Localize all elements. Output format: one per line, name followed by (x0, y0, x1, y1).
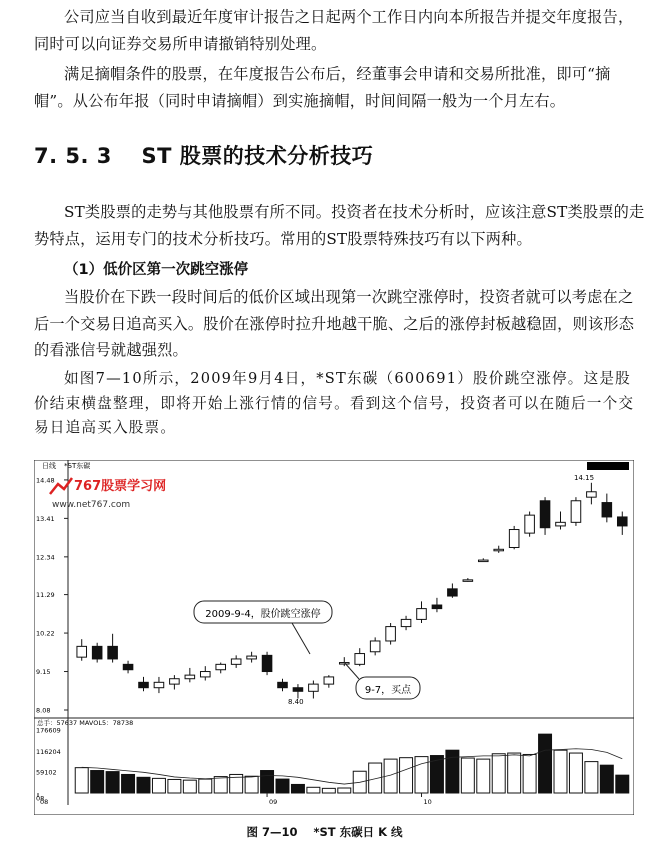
price-tick-label: 14.48 (36, 476, 55, 485)
volume-bar (477, 759, 490, 793)
low-label: 8.40 (288, 698, 304, 706)
candle-body (247, 656, 257, 659)
volume-bar (415, 757, 428, 793)
volume-bar (461, 758, 474, 793)
paragraph-5: 如图7—10所示，2009年9月4日，*ST东碳（600691）股价跳空涨停。这是股价结束横盘整理，即将开始上涨行情的信号。看到这个信号，投资者可以在随后一个交易日追高买入股票。 (34, 370, 635, 436)
candle-body (231, 659, 241, 664)
section-title: ST 股票的技术分析技巧 (141, 144, 374, 168)
volume-header: 总手：57637 MAVOL5：78738 (37, 719, 134, 727)
high-label: 14.15 (574, 474, 595, 482)
volume-bar (91, 771, 104, 793)
candle-body (432, 605, 442, 609)
candle-body (154, 682, 164, 687)
candle-body (324, 677, 334, 684)
volume-bar (291, 784, 304, 793)
volume-tick-label: 176609 (36, 726, 61, 735)
gap-label: 2009-9-4，股价跳空涨停 (205, 609, 321, 620)
candle-body (92, 646, 102, 659)
buy-label: 9-7，买点 (364, 685, 412, 696)
candle (571, 497, 581, 526)
volume-bar (554, 750, 567, 793)
paragraph-3: ST类股票的走势与其他股票有所不同。投资者在技术分析时，应该注意ST类股票的走势特点，运用专门的技术分析技巧。常用的ST股票特殊技巧有以下两种。 (34, 203, 645, 248)
paragraph-1: 公司应当自收到最近年度审计报告之日起两个工作日内向本所报告并提交年度报告，同时可以向证券交易所申请撤销特别处理。 (34, 8, 634, 53)
candle-body (571, 501, 581, 523)
chart-stock-title: *ST东碳 (64, 462, 91, 470)
candle-body (417, 609, 427, 620)
kline-chart (34, 460, 634, 815)
candle-body (77, 646, 87, 657)
candle-body (494, 549, 504, 551)
price-tick-label: 13.41 (36, 514, 55, 523)
candle-body (463, 580, 473, 582)
volume-bar (183, 780, 196, 793)
volume-bar (261, 771, 274, 793)
paragraph-4: 当股价在下跌一段时间后的低价区域出现第一次跳空涨停时，投资者就可以考虑在之后一个交易日追高买入。股价在涨停时拉升地越干脆、之后的涨停封板越稳固，则该形态的看涨信号就越强烈。 (34, 288, 635, 359)
volume-bar (214, 777, 227, 793)
volume-bar (106, 772, 119, 793)
volume-bar (539, 734, 552, 793)
candle-body (200, 672, 210, 677)
candle-body (509, 530, 519, 548)
caption-figure-number: 图 7—10 (246, 825, 298, 839)
candle-body (355, 654, 365, 665)
volume-bar (508, 753, 521, 793)
volume-tick-label: 59102 (36, 768, 57, 777)
candle (525, 512, 535, 537)
watermark-brand: 767股票学习网 (74, 479, 167, 494)
volume-tick-label: 08 (36, 794, 45, 803)
candle-body (556, 522, 566, 526)
volume-bar (338, 788, 351, 793)
candle (386, 623, 396, 645)
candle (262, 652, 272, 675)
watermark-url: www.net767.com (52, 500, 131, 510)
volume-tick-label: 116204 (36, 748, 61, 757)
candle-body (370, 641, 380, 652)
date-tick-label: 10 (423, 798, 432, 806)
volume-bar (446, 750, 459, 793)
candle-body (309, 684, 319, 691)
candle-body (602, 503, 612, 517)
price-tick-label: 11.29 (36, 591, 55, 600)
candle-body (386, 627, 396, 641)
price-tick-label: 10.22 (36, 629, 55, 638)
candle-body (525, 515, 535, 533)
candle-body (123, 664, 133, 669)
candle-body (278, 682, 288, 687)
candle-body (401, 619, 411, 626)
candle-body (216, 664, 226, 669)
volume-bar (75, 768, 88, 793)
chart-period-label: 日线 (42, 462, 56, 470)
volume-bar (307, 787, 320, 793)
volume-bar (569, 753, 582, 793)
price-tick-label: 8.08 (36, 706, 51, 715)
corner-mark (587, 462, 629, 470)
volume-bar (616, 775, 629, 793)
volume-bar (600, 765, 613, 793)
candle-body (617, 517, 627, 526)
paragraph-2: 满足摘帽条件的股票，在年度报告公布后，经董事会申请和交易所批准，即可“摘帽”。从公布年报（同时申请摘帽）到实施摘帽，时间间隔一般为一个月左右。 (34, 65, 611, 110)
subsection-heading: （1）低价区第一次跳空涨停 (64, 262, 249, 278)
section-heading (34, 140, 373, 170)
candle-body (540, 501, 550, 528)
volume-bar (245, 776, 258, 793)
volume-bar (322, 788, 335, 793)
volume-bar (492, 754, 505, 793)
volume-bar (152, 778, 165, 793)
candle-body (478, 560, 488, 562)
price-tick-label: 12.34 (36, 553, 55, 562)
candle-body (108, 646, 118, 659)
volume-bar (400, 758, 413, 793)
candle-body (139, 682, 149, 687)
volume-bar (523, 754, 536, 793)
caption-title: *ST 东碳日 K 线 (313, 825, 403, 839)
section-number: 7. 5. 3 (34, 144, 112, 168)
price-tick-label: 9.15 (36, 668, 51, 677)
candle-body (185, 675, 195, 679)
candle-body (293, 688, 303, 692)
volume-bar (137, 777, 150, 793)
candle-body (587, 492, 597, 497)
volume-bar (168, 779, 181, 793)
candle-body (262, 655, 272, 671)
volume-bar (199, 779, 212, 793)
candle-body (170, 679, 180, 684)
figure-caption (0, 824, 649, 840)
candle (509, 526, 519, 549)
date-tick-label: 08 (40, 798, 49, 806)
date-tick-label: 09 (269, 798, 278, 806)
candle-body (448, 589, 458, 596)
volume-bar (276, 779, 289, 793)
volume-bar (122, 774, 135, 793)
volume-bar (585, 762, 598, 793)
